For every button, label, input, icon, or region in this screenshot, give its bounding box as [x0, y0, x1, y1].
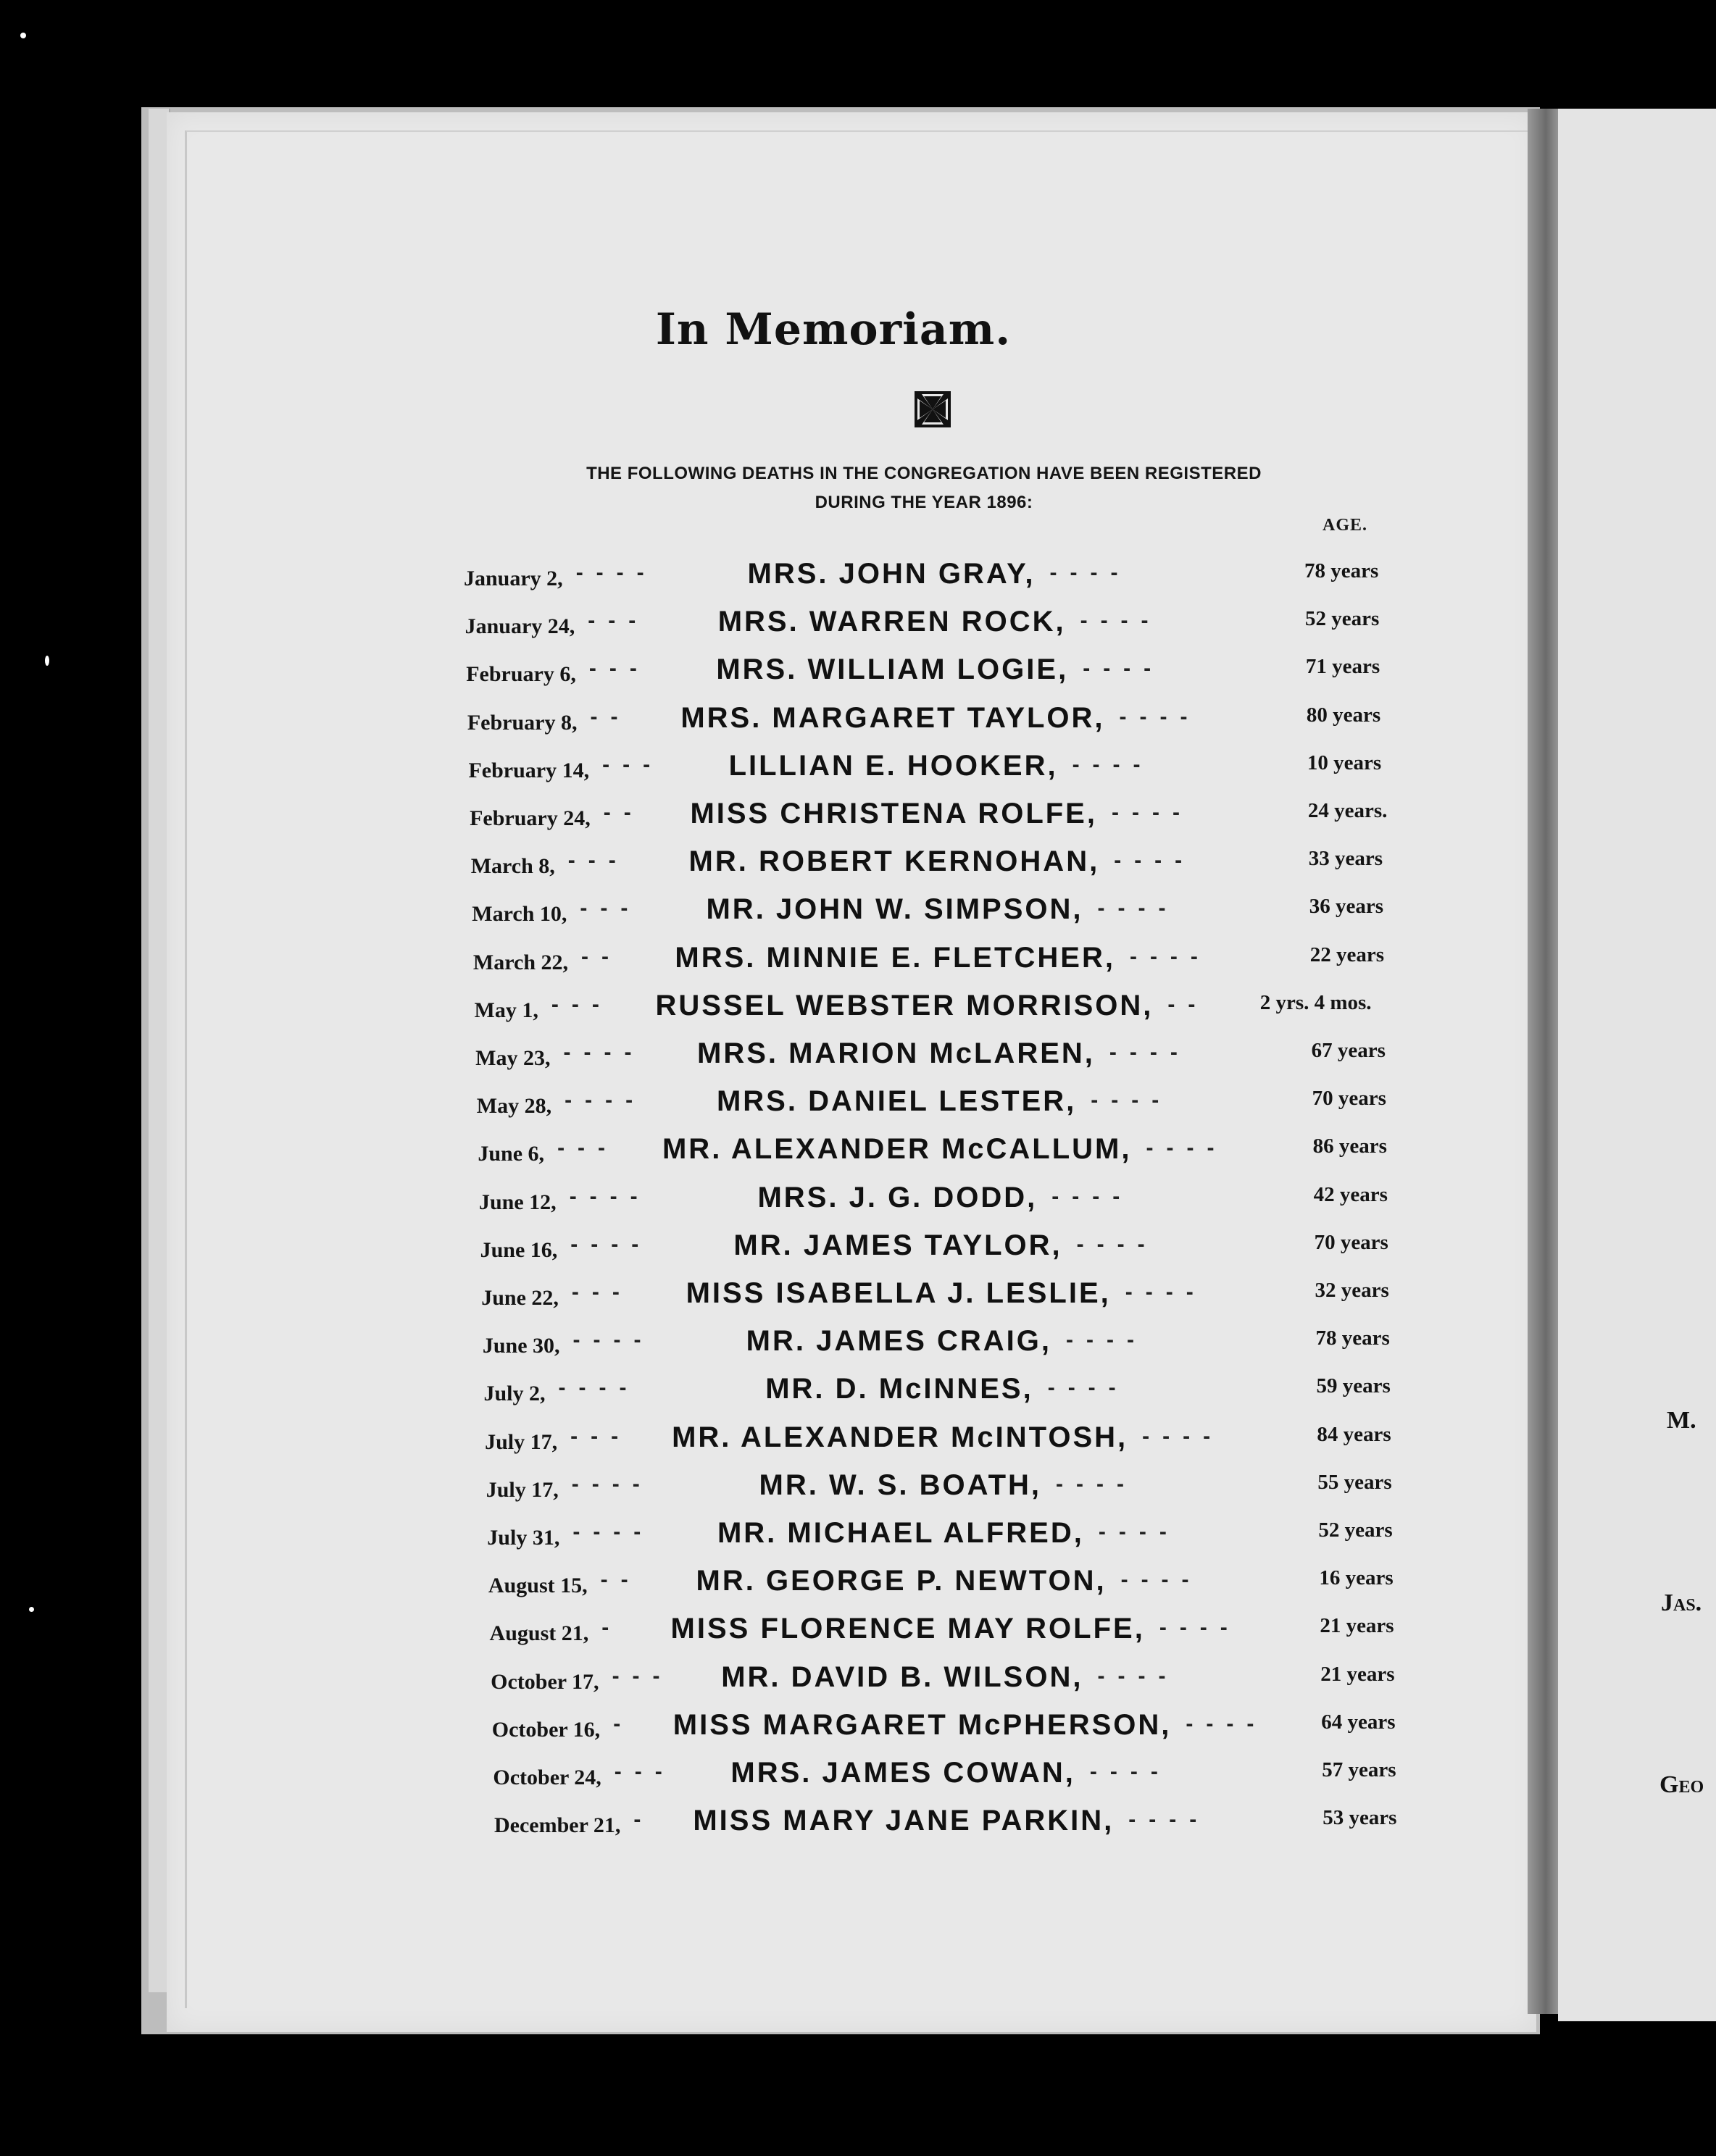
- register-row: [487, 1517, 1502, 1553]
- death-date: February 14,: [468, 758, 590, 782]
- death-date: January 24,: [465, 614, 575, 639]
- age-at-death: 84 years: [1317, 1422, 1391, 1446]
- leader-dots: ----: [1098, 1520, 1180, 1544]
- leader-dots: ---: [570, 1424, 632, 1448]
- register-row: [486, 1469, 1501, 1505]
- deceased-name: MRS. JOHN GRAY,: [747, 558, 1036, 590]
- intro-line: THE FOLLOWING DEATHS IN THE CONGREGATION HAVE BEEN REGISTERED: [586, 464, 1262, 483]
- age-at-death: 22 years: [1309, 943, 1385, 966]
- death-date: June 16,: [480, 1237, 558, 1262]
- death-date: October 17,: [491, 1669, 599, 1694]
- age-at-death: 80 years: [1306, 703, 1381, 727]
- age-at-death: 71 years: [1305, 655, 1380, 679]
- register-row: [491, 1661, 1505, 1697]
- death-date: May 23,: [475, 1046, 551, 1070]
- deceased-name: MR. W. S. BOATH,: [759, 1468, 1041, 1501]
- register-row: [465, 606, 1480, 642]
- leader-dots: ----: [572, 1328, 654, 1353]
- leader-dots: ----: [1080, 609, 1162, 633]
- deceased-name: MR. D. McINNES,: [765, 1373, 1033, 1405]
- death-date: June 30,: [482, 1334, 560, 1358]
- register-row: [478, 1133, 1492, 1169]
- death-date: February 8,: [467, 710, 578, 735]
- age-at-death: 36 years: [1309, 895, 1384, 919]
- leader-dots: ----: [1051, 1184, 1133, 1208]
- deceased-name: MR. DAVID B. WILSON,: [721, 1660, 1083, 1693]
- register-row: [467, 702, 1482, 738]
- age-at-death: 57 years: [1322, 1758, 1396, 1781]
- register-row: [475, 990, 1489, 1026]
- leader-dots: ----: [1120, 1568, 1202, 1592]
- register-row: [480, 1229, 1495, 1266]
- leader-dots: ---: [567, 848, 629, 873]
- death-date: July 2,: [483, 1382, 546, 1406]
- intro-line: DURING THE YEAR 1896:: [815, 493, 1033, 512]
- leader-dots: ----: [1142, 1424, 1224, 1448]
- age-at-death: 33 years: [1308, 847, 1383, 871]
- leader-dots: ----: [558, 1376, 640, 1400]
- leader-dots: ---: [614, 1760, 675, 1784]
- scan-speck: [20, 33, 26, 38]
- age-at-death: 67 years: [1311, 1039, 1386, 1062]
- leader-dots: ----: [569, 1184, 651, 1208]
- register-row: [481, 1277, 1496, 1313]
- leader-dots: ----: [1097, 896, 1179, 921]
- register-row: [483, 1373, 1498, 1409]
- register-row: [493, 1757, 1507, 1793]
- register-row: [470, 798, 1484, 834]
- deceased-name: LILLIAN E. HOOKER,: [728, 749, 1058, 782]
- facing-page-fragment: M.: [1667, 1407, 1696, 1434]
- leader-dots: ----: [1072, 752, 1154, 777]
- deceased-name: MR. JAMES TAYLOR,: [733, 1229, 1062, 1261]
- leader-dots: --: [581, 944, 622, 969]
- scan-speck: [29, 1607, 34, 1612]
- death-date: June 22,: [481, 1286, 559, 1310]
- page-title: In Memoriam.: [655, 304, 1012, 355]
- age-at-death: 64 years: [1321, 1710, 1396, 1734]
- leader-dots: ----: [563, 1040, 645, 1064]
- deceased-name: MR. MICHAEL ALFRED,: [717, 1517, 1084, 1549]
- death-date: August 21,: [489, 1621, 589, 1646]
- leader-dots: ----: [570, 1232, 652, 1256]
- deceased-name: MRS. MARION McLAREN,: [697, 1037, 1095, 1069]
- age-at-death: 10 years: [1307, 751, 1382, 774]
- register-row: [464, 558, 1478, 594]
- leader-dots: ----: [1146, 1136, 1228, 1161]
- deceased-name: MRS. DANIEL LESTER,: [716, 1085, 1077, 1118]
- leader-dots: ---: [588, 656, 650, 681]
- register-row: [468, 750, 1483, 786]
- leader-dots: -: [633, 1808, 654, 1832]
- leader-dots: ---: [557, 1136, 619, 1161]
- leader-dots: ----: [1111, 801, 1193, 824]
- leader-dots: ----: [572, 1520, 654, 1544]
- deceased-name: MISS MARGARET McPHERSON,: [672, 1708, 1172, 1741]
- death-date: May 1,: [474, 998, 538, 1022]
- death-date: October 16,: [491, 1717, 601, 1742]
- register-row: [483, 1325, 1497, 1361]
- age-at-death: 53 years: [1323, 1806, 1397, 1830]
- register-row: [494, 1805, 1509, 1841]
- deceased-name: MR. JAMES CRAIG,: [746, 1325, 1052, 1358]
- age-at-death: 2 yrs. 4 mos.: [1259, 990, 1372, 1014]
- leader-dots: ----: [1056, 1471, 1137, 1496]
- leader-dots: ---: [551, 992, 612, 1016]
- leader-dots: ----: [1083, 656, 1165, 681]
- leader-dots: --: [1167, 992, 1209, 1016]
- death-date: October 24,: [493, 1766, 601, 1789]
- deceased-name: MRS. MINNIE E. FLETCHER,: [675, 941, 1115, 974]
- death-date: June 6,: [478, 1142, 545, 1166]
- register-row: [479, 1182, 1494, 1218]
- leader-dots: ----: [1097, 1663, 1179, 1688]
- deceased-name: MR. ROBERT KERNOHAN,: [688, 845, 1100, 878]
- deceased-name: MISS MARY JANE PARKIN,: [693, 1805, 1115, 1837]
- death-date: July 31,: [487, 1526, 560, 1550]
- death-date: February 24,: [470, 806, 591, 830]
- age-at-death: 55 years: [1317, 1470, 1392, 1494]
- register-row: [490, 1613, 1504, 1649]
- death-date: July 17,: [486, 1477, 559, 1502]
- facing-page-fragment: Geo: [1659, 1771, 1704, 1798]
- age-at-death: 78 years: [1304, 559, 1379, 582]
- scan-speck: [45, 656, 49, 666]
- deceased-name: MISS FLORENCE MAY ROLFE,: [670, 1613, 1145, 1645]
- leader-dots: ----: [1066, 1328, 1147, 1353]
- deceased-name: MRS. J. G. DODD,: [757, 1181, 1038, 1213]
- leader-dots: ----: [1049, 561, 1131, 585]
- leader-dots: --: [603, 801, 644, 824]
- death-date: May 28,: [476, 1094, 552, 1119]
- deceased-name: MISS ISABELLA J. LESLIE,: [686, 1277, 1111, 1309]
- deceased-name: MISS CHRISTENA ROLFE,: [690, 798, 1097, 830]
- register-row: [488, 1565, 1503, 1601]
- register-row: [492, 1709, 1507, 1745]
- facing-page-fragment: Jas.: [1661, 1589, 1702, 1616]
- leader-dots: -: [613, 1711, 634, 1736]
- leader-dots: ----: [1119, 704, 1201, 729]
- leader-dots: ----: [1076, 1232, 1158, 1256]
- death-date: June 12,: [479, 1190, 557, 1214]
- leader-dots: ----: [1159, 1616, 1241, 1640]
- death-date: February 6,: [466, 662, 576, 687]
- register-row: [472, 893, 1486, 929]
- leader-dots: ----: [1128, 1808, 1210, 1832]
- book-gutter: [1528, 109, 1561, 2014]
- register-row: [466, 653, 1480, 690]
- leader-dots: ----: [1125, 1280, 1207, 1304]
- death-date: January 2,: [464, 567, 563, 590]
- leader-dots: ----: [1129, 944, 1211, 969]
- age-at-death: 24 years.: [1307, 799, 1388, 822]
- death-date: March 8,: [470, 854, 555, 879]
- deceased-name: MRS. WILLIAM LOGIE,: [716, 653, 1069, 686]
- leader-dots: ----: [1089, 1760, 1171, 1784]
- age-at-death: 70 years: [1314, 1230, 1388, 1254]
- age-at-death: 86 years: [1312, 1135, 1387, 1158]
- leader-dots: ---: [580, 896, 641, 921]
- leader-dots: ----: [1109, 1040, 1191, 1064]
- age-at-death: 21 years: [1320, 1662, 1395, 1686]
- death-date: March 10,: [472, 902, 567, 927]
- register-row: [477, 1085, 1491, 1121]
- leader-dots: ----: [1047, 1376, 1129, 1400]
- deceased-name: RUSSEL WEBSTER MORRISON,: [655, 989, 1154, 1021]
- age-at-death: 42 years: [1313, 1182, 1388, 1206]
- age-at-death: 70 years: [1312, 1087, 1386, 1111]
- leader-dots: ----: [575, 561, 657, 585]
- leader-dots: ---: [588, 609, 649, 633]
- death-date: July 17,: [485, 1429, 558, 1454]
- leader-dots: ----: [571, 1471, 653, 1496]
- leader-dots: ---: [602, 752, 664, 777]
- deceased-name: MRS. WARREN ROCK,: [717, 606, 1066, 638]
- age-column-header: AGE.: [1323, 516, 1368, 535]
- age-at-death: 52 years: [1304, 607, 1380, 631]
- leader-dots: ----: [1186, 1711, 1267, 1736]
- leader-dots: ----: [565, 1088, 646, 1113]
- deceased-name: MRS. JAMES COWAN,: [730, 1757, 1075, 1789]
- age-at-death: 32 years: [1315, 1279, 1389, 1302]
- leader-dots: ---: [612, 1663, 673, 1688]
- leader-dots: ----: [1114, 848, 1196, 873]
- leader-dots: ----: [1091, 1088, 1173, 1113]
- leader-dots: -: [601, 1616, 622, 1640]
- death-date: March 22,: [472, 950, 569, 974]
- death-date: August 15,: [488, 1574, 588, 1598]
- deceased-name: MRS. MARGARET TAYLOR,: [680, 701, 1105, 734]
- register-row: [485, 1421, 1499, 1458]
- facing-page: [1558, 109, 1716, 2021]
- leader-dots: --: [600, 1568, 641, 1592]
- age-at-death: 59 years: [1316, 1374, 1391, 1398]
- register-row: [473, 942, 1488, 978]
- deceased-name: MR. ALEXANDER McINTOSH,: [672, 1421, 1128, 1453]
- register-row: [475, 1037, 1490, 1074]
- age-at-death: 78 years: [1315, 1326, 1390, 1350]
- age-at-death: 21 years: [1320, 1614, 1394, 1638]
- deceased-name: MR. ALEXANDER McCALLUM,: [662, 1133, 1132, 1166]
- deceased-name: MR. JOHN W. SIMPSON,: [706, 893, 1083, 926]
- register-row: [471, 845, 1486, 882]
- age-at-death: 52 years: [1318, 1518, 1393, 1542]
- death-date: December 21,: [494, 1813, 621, 1838]
- cross-pattee-icon: [915, 391, 951, 427]
- deceased-name: MR. GEORGE P. NEWTON,: [696, 1565, 1107, 1597]
- age-at-death: 16 years: [1319, 1566, 1394, 1590]
- leader-dots: ---: [571, 1280, 633, 1304]
- leader-dots: --: [590, 704, 631, 729]
